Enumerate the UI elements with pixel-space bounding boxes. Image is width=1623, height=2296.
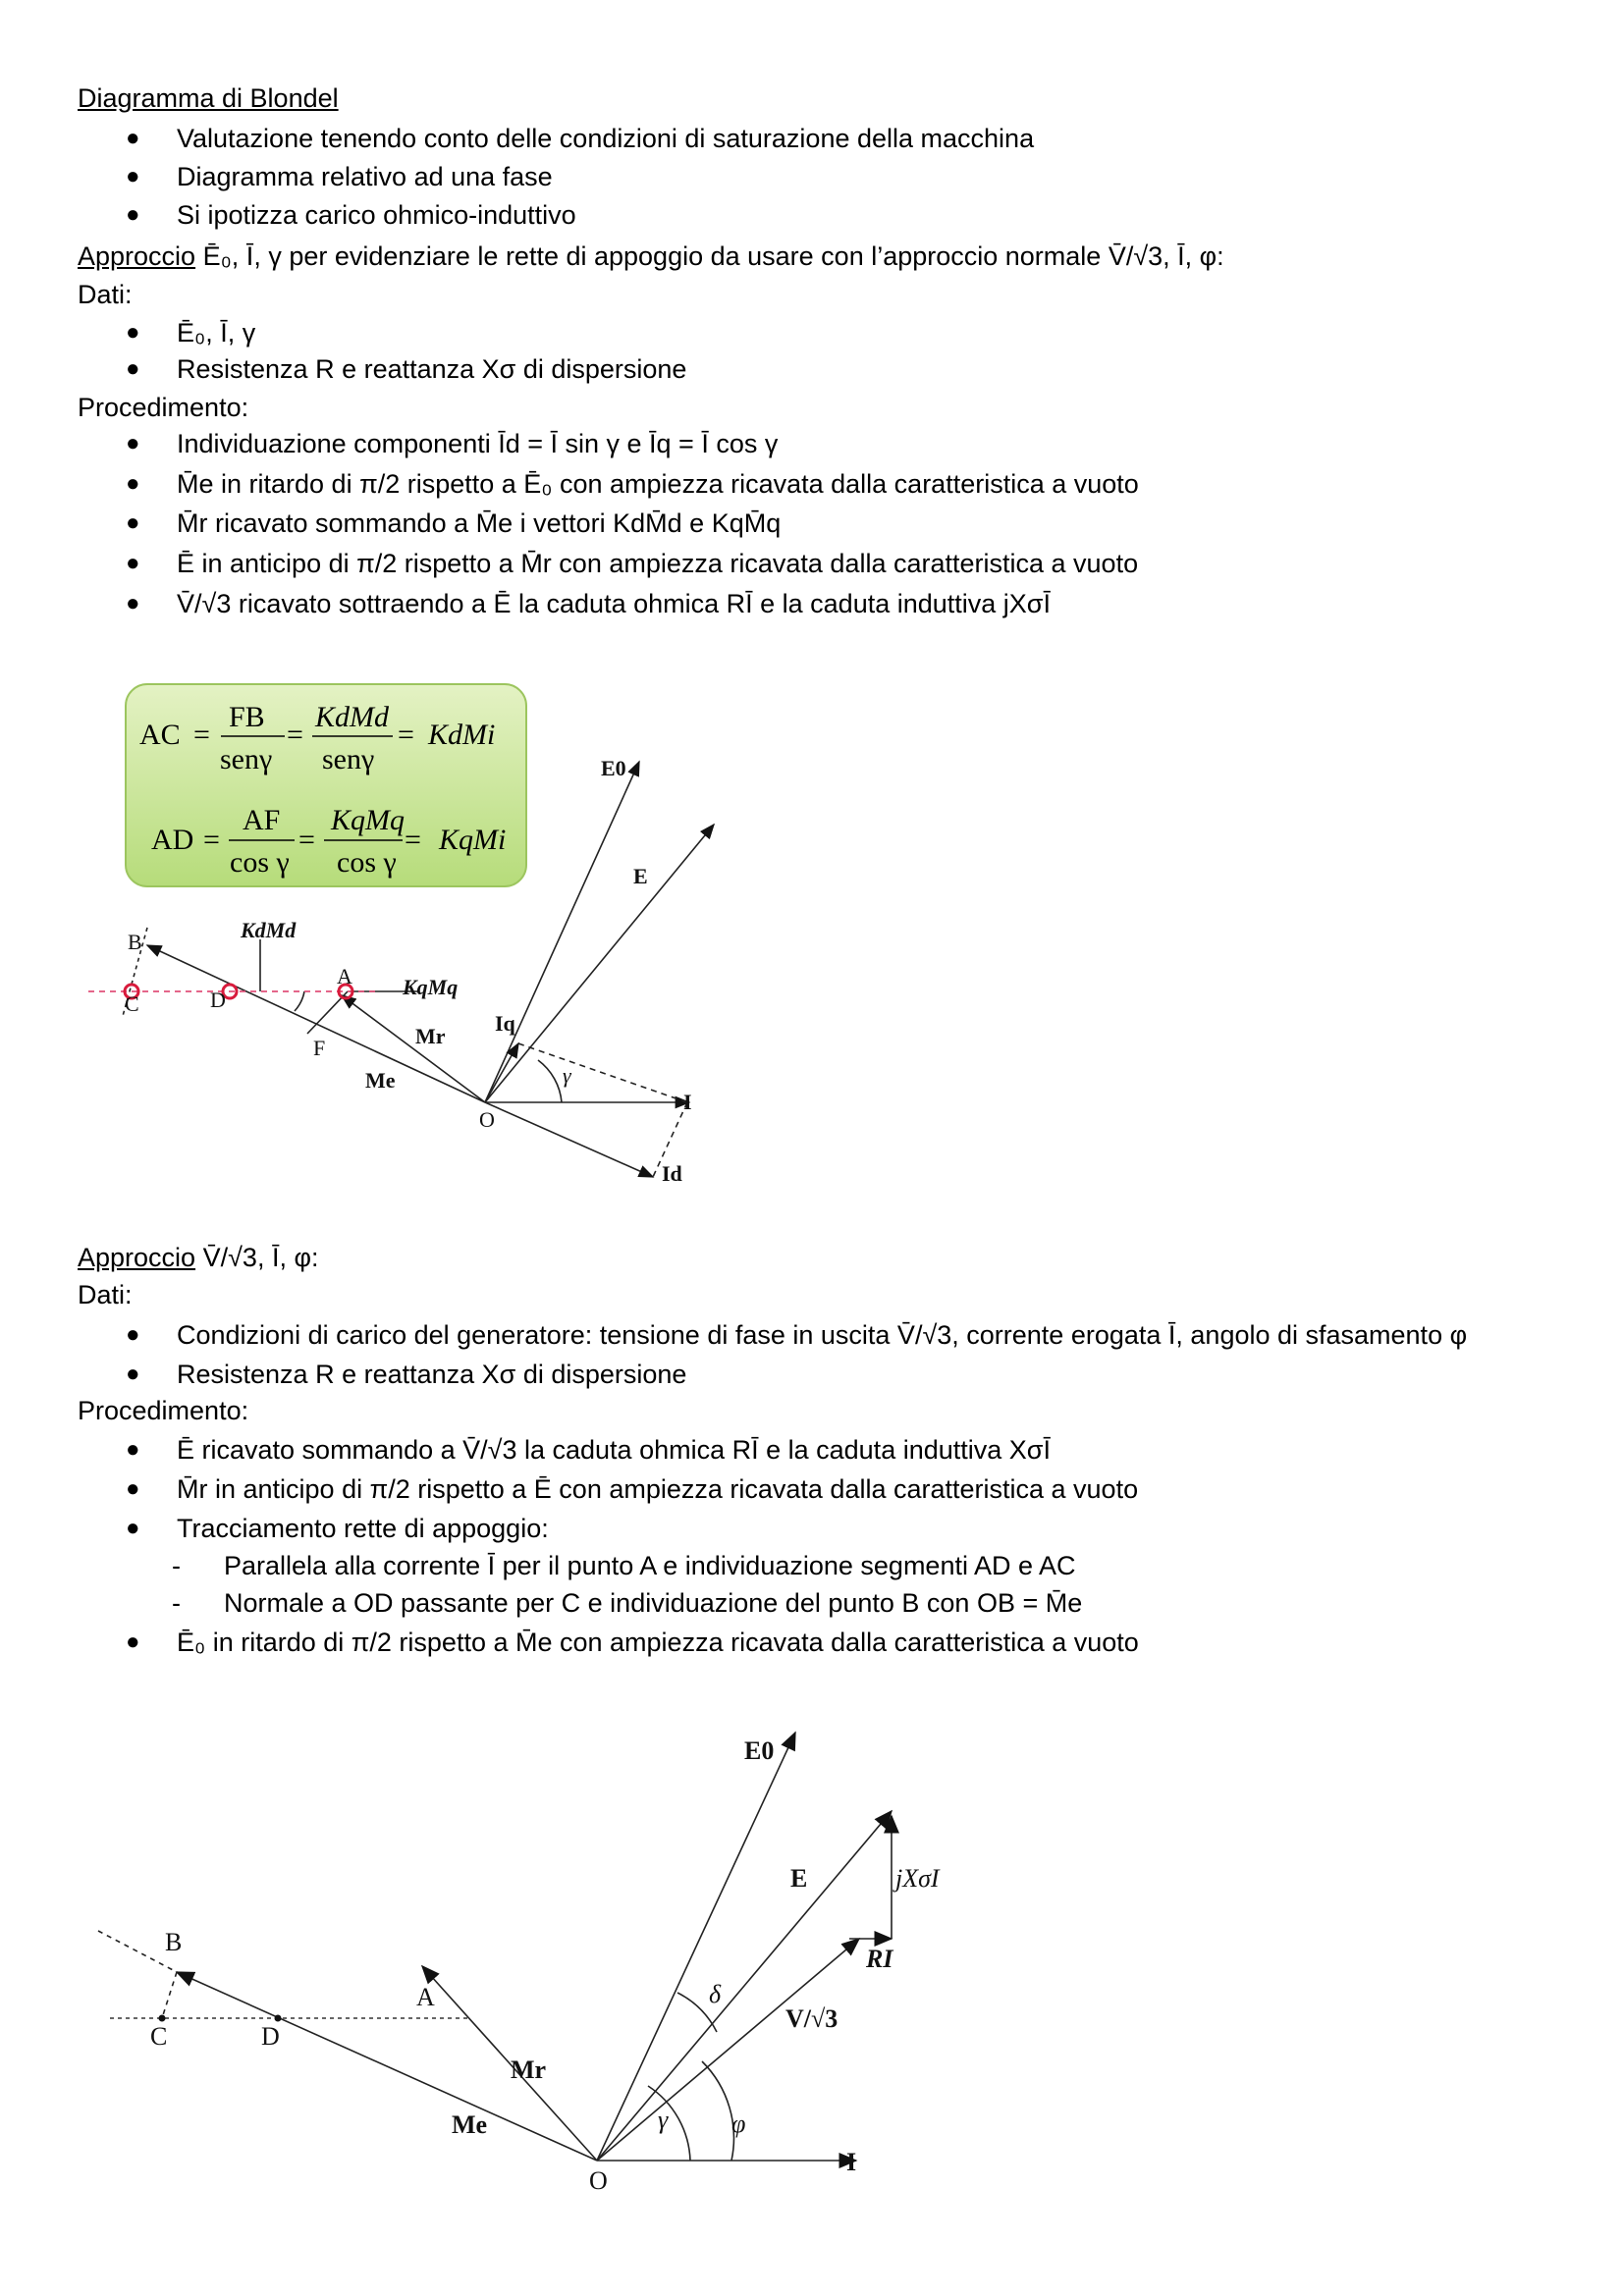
svg-text:=: =: [405, 824, 421, 856]
formula-ac: AC: [139, 719, 181, 751]
svg-text:RI: RI: [866, 1945, 893, 1973]
svg-text:E: E: [633, 864, 648, 888]
svg-text:E: E: [790, 1864, 808, 1893]
svg-text:KqMq: KqMq: [403, 975, 459, 999]
svg-text:D: D: [210, 988, 226, 1012]
bullet-icon: ●: [126, 470, 140, 497]
svg-text:F: F: [313, 1036, 326, 1060]
bullet-icon: ●: [126, 509, 140, 536]
svg-text:O: O: [479, 1107, 495, 1132]
point-d-marker: [275, 2015, 282, 2022]
bullet-icon: ●: [126, 590, 140, 616]
bullet-icon: ●: [126, 1515, 140, 1541]
diagram2-lines: [98, 1733, 892, 2161]
svg-text:Me: Me: [365, 1068, 396, 1093]
svg-text:senγ: senγ: [322, 743, 375, 775]
document-page: Diagramma di Blondel ● Valutazione tenendo conto delle condizioni di saturazione della macchina ● Diagramma relativo ad una fase ● Si ipotizza carico ohmico-induttivo Approccio Ē₀, Ī, γ per evidenziare le rette di appoggio da usare con l’approccio normale V̄/√3, Ī, φ: Dati: ● Ē₀, Ī, γ ● Resistenza R e reattanza Xσ di dispersione Procedimento: ● Individuazione componenti Īd = Ī sin γ e Īq = Ī cos γ ● M̄e in ritardo di π/2 rispetto a Ē₀ con ampiezza ricavata dalla caratteristica a vuoto ● M̄r ricavato sommando a M̄e i vettori KdM̄d e KqM̄q ● Ē in anticipo di π/2 rispetto a M̄r con ampiezza ricavata dalla caratteristica a vuoto ● V̄/√3 ricavato sottraendo a Ē la caduta ohmica RĪ e la caduta induttiva jXσĪ AC = FB senγ = KdMd senγ = KdMi AD = AF cos γ = KqMq cos γ = KqMi E0 E B C D A F O KdMd KqMq Mr Me Iq I Id γ Approccio V̄/√3, Ī, φ: Dati: ● Condizioni di carico del generatore: tensione di fase in uscita V̄/√3, corrente erogata Ī, angolo di sfasamento φ ● Resistenza R e reattanza Xσ di dispersione Procedimento: ● Ē ricavato sommando a V̄/√3 la caduta ohmica RĪ e la caduta induttiva XσĪ ● M̄r in anticipo di π/2 rispetto a Ē con ampiezza ricavata dalla caratteristica a vuoto ● Tracciamento rette di appoggio: - Parallela alla corrente Ī per il punto A e individuazione segmenti AD e AC - Normale a OD passante per C e individuazione del punto B con OB = M̄e ● Ē₀ in ritardo di π/2 rispetto a M̄e con ampiezza ricavata dalla caratteristica a vuoto E0 E jXσI RI B C D A δ V/√3 Mr Me γ φ O I: [0, 0, 1623, 2296]
svg-text:A: A: [337, 964, 352, 988]
svg-text:I: I: [846, 2148, 857, 2176]
svg-text:B: B: [165, 1928, 183, 1956]
svg-text:jXσI: jXσI: [895, 1864, 940, 1893]
svg-text:φ: φ: [731, 2109, 746, 2138]
svg-text:B: B: [128, 930, 142, 954]
svg-text:A: A: [416, 1983, 435, 2011]
bullet-icon: ●: [126, 1436, 140, 1463]
svg-text:=: =: [398, 719, 414, 751]
bullet-icon: ●: [126, 355, 140, 382]
bullet-icon: ●: [126, 319, 140, 346]
svg-text:C: C: [125, 991, 139, 1016]
bullet-icon: ●: [126, 430, 140, 456]
svg-text:KqMi: KqMi: [439, 824, 507, 856]
svg-text:cos γ: cos γ: [337, 846, 397, 879]
point-c-marker: [159, 2015, 166, 2022]
svg-text:FB: FB: [229, 701, 265, 733]
section1-proc-label: Procedimento:: [78, 393, 249, 422]
svg-text:Iq: Iq: [495, 1011, 515, 1036]
svg-text:E0: E0: [744, 1736, 775, 1765]
svg-text:Id: Id: [662, 1161, 682, 1186]
section2-approach: Approccio V̄/√3, Ī, φ:: [78, 1243, 319, 1272]
svg-text:senγ: senγ: [220, 743, 273, 775]
bullet-icon: ●: [126, 1321, 140, 1348]
bullet-icon: ●: [126, 201, 140, 228]
bullet-icon: ●: [126, 1629, 140, 1655]
svg-text:Me: Me: [452, 2110, 488, 2139]
section1-data-label: Dati:: [78, 280, 133, 309]
section1-approach: Approccio Ē₀, Ī, γ per evidenziare le rette di appoggio da usare con l’approccio normale V̄/√3, Ī, φ:: [78, 241, 1224, 271]
svg-text:KqMq: KqMq: [331, 804, 405, 836]
svg-text:γ: γ: [658, 2106, 669, 2134]
bullet-icon: ●: [126, 1475, 140, 1502]
svg-text:Mr: Mr: [415, 1024, 446, 1048]
blondel-diagram-1: [0, 667, 1623, 1217]
svg-text:KdMd: KdMd: [315, 701, 389, 733]
bullet-icon: ●: [126, 125, 140, 151]
bullet-icon: ●: [126, 1361, 140, 1387]
svg-text:γ: γ: [563, 1063, 571, 1088]
formula-ad: AD: [151, 824, 194, 856]
svg-text:cos γ: cos γ: [230, 846, 290, 879]
section2-data-label: Dati:: [78, 1280, 133, 1309]
svg-text:=: =: [203, 824, 220, 856]
section2-proc-label: Procedimento:: [78, 1396, 249, 1425]
svg-text:δ: δ: [709, 1980, 722, 2008]
svg-text:=: =: [287, 719, 303, 751]
bullet-icon: ●: [126, 163, 140, 189]
bullet-icon: ●: [126, 550, 140, 576]
svg-text:C: C: [150, 2022, 168, 2051]
blondel-diagram-2: [0, 1708, 1623, 2199]
svg-text:D: D: [261, 2022, 280, 2051]
svg-text:KdMd: KdMd: [241, 918, 297, 942]
svg-text:O: O: [589, 2166, 608, 2195]
svg-text:KdMi: KdMi: [428, 719, 496, 751]
svg-text:I: I: [683, 1090, 692, 1114]
svg-text:E0: E0: [601, 756, 626, 780]
svg-text:Mr: Mr: [511, 2056, 547, 2084]
diagram2-labels: [150, 1736, 941, 2195]
svg-text:=: =: [193, 719, 210, 751]
svg-text:AF: AF: [243, 804, 281, 836]
page-title: Diagramma di Blondel: [78, 83, 339, 113]
formula-box: [126, 684, 526, 886]
svg-text:=: =: [298, 824, 315, 856]
svg-text:V/√3: V/√3: [785, 2004, 839, 2033]
